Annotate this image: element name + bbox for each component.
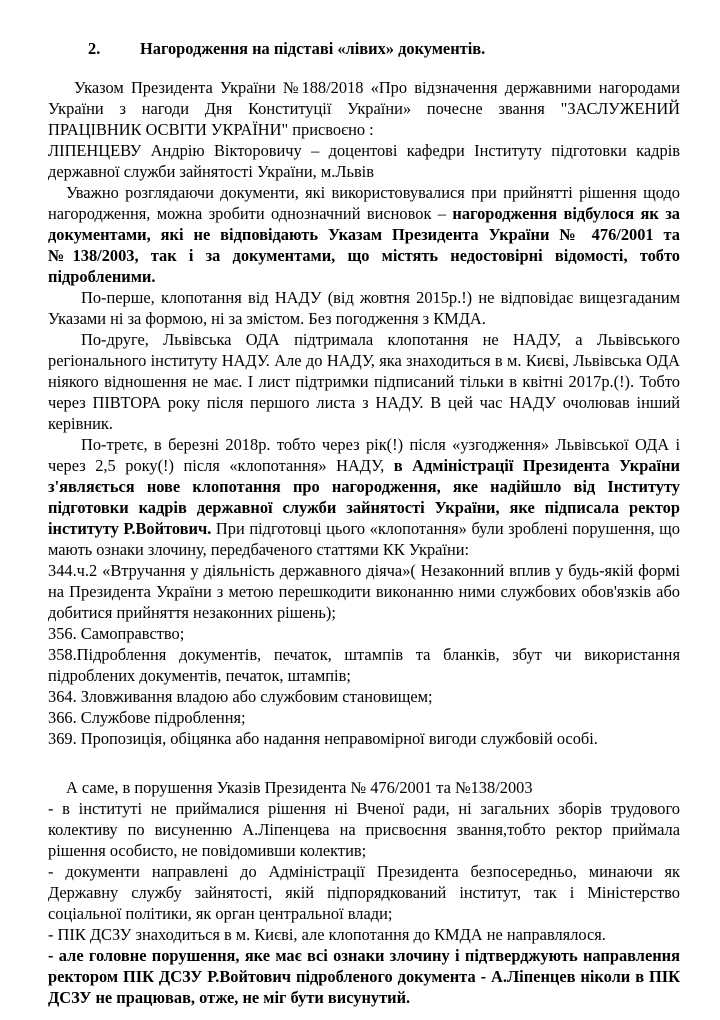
violation-item: - документи направлені до Адміністрації Президента безпосередньо, минаючи як Державну службу зайнятості, якій підпорядкований інститут, так і Міністерство соціальної політики, як орган центральної влади; [48,862,680,923]
document-body [48,77,680,1008]
intro-decree: Указом Президента України №188/2018 «Про відзначення державними нагородами України з нагоди Дня Конституції України» почесне звання "ЗАСЛУЖЕНИЙ ПРАЦІВНИК ОСВІТИ УКРАЇНИ" присвоєно : [48,78,680,139]
paragraph-first: По-перше, клопотання від НАДУ (від жовтня 2015р.!) не відповідає вищезгаданим Указами ні за формою, ні за змістом. Без погодження з КМДА. [48,288,680,328]
paragraph-conclusion-text: Уважно розглядаючи документи, які використовувалися при прийнятті рішення щодо нагородження, можна зробити однозначний висновок – [48,183,680,223]
article-364: 364. Зловживання владою або службовим становищем; [48,687,433,706]
violation-item: - ПІК ДСЗУ знаходиться в м. Києві, але клопотання до КМДА не направлялося. [48,925,606,944]
paragraph-third [48,434,680,560]
violation-item: - в інституті не приймалися рішення ні Вченої ради, ні загальних зборів трудового колективу по висуненню А.Ліпенцева на присвоєння звання,тобто ректор приймала рішення особисто, не повідомивши колектив; [48,799,680,860]
paragraph-conclusion-bold: нагородження відбулося як за документами, які не відповідають Указам Президента України № 476/2001 та №138/2003, так і за документами, що містять недостовірні відомості, тобто підробленими. [48,204,680,286]
article-356: 356. Самоправство; [48,624,185,643]
article-369: 369. Пропозиція, обіцянка або надання неправомірної вигоди службовій особі. [48,729,598,748]
paragraph-third-bold: в Адміністрації Президента України з'являється нове клопотання про нагородження, яке надійшло від Інституту підготовки кадрів державної служби зайнятості України, яке підписала ректор інституту Р.Войтович. [48,456,680,538]
section-title: Нагородження на підставі «лівих» документів. [140,39,486,58]
violation-final: - але головне порушення, яке має всі ознаки злочину і підтверджують направлення ректором ПІК ДСЗУ Р.Войтович підробленого документа - А.Ліпенцев ніколи в ПІК ДСЗУ не працював, отже, не міг бути висунутий. [48,946,680,1007]
paragraph-third-text2: При підготовці цього «клопотання» були зроблені порушення, що мають ознаки злочину, передбаченого статтями КК України: [48,519,680,559]
intro-awardee: ЛІПЕНЦЕВУ Андрію Вікторовичу – доцентові кафедри Інституту підготовки кадрів державної служби зайнятості України, м.Львів [48,141,680,181]
paragraph-third-text1: По-третє, в березні 2018р. тобто через рік(!) після «узгодження» Львівської ОДА і через 2,5 року(!) після «клопотання» НАДУ, [48,435,680,475]
article-358: 358.Підроблення документів, печаток, штампів та бланків, збут чи використання підроблених документів, печаток, штампів; [48,645,680,685]
article-344: 344.ч.2 «Втручання у діяльність державного діяча»( Незаконний вплив у будь-якій формі на Президента України з метою перешкодити виконанню ними службових обов'язків або добитися прийняття незаконних рішень); [48,561,680,622]
section-heading [88,38,485,59]
section-number: 2. [88,39,101,58]
article-366: 366. Службове підроблення; [48,708,246,727]
paragraph-second: По-друге, Львівська ОДА підтримала клопотання не НАДУ, а Львівського регіонального інституту НАДУ. Але до НАДУ, яка знаходиться в м. Києві, Львівська ОДА ніякого відношення не має. І лист підтримки підписаний тільки в квітні 2017р.(!). Тобто через ПІВТОРА року після першого листа з НАДУ. В цей час НАДУ очолював інший керівник. [48,330,680,433]
paragraph-conclusion [48,182,680,287]
violations-intro: А саме, в порушення Указів Президента № 476/2001 та №138/2003 [66,778,533,797]
spacer [48,749,680,777]
